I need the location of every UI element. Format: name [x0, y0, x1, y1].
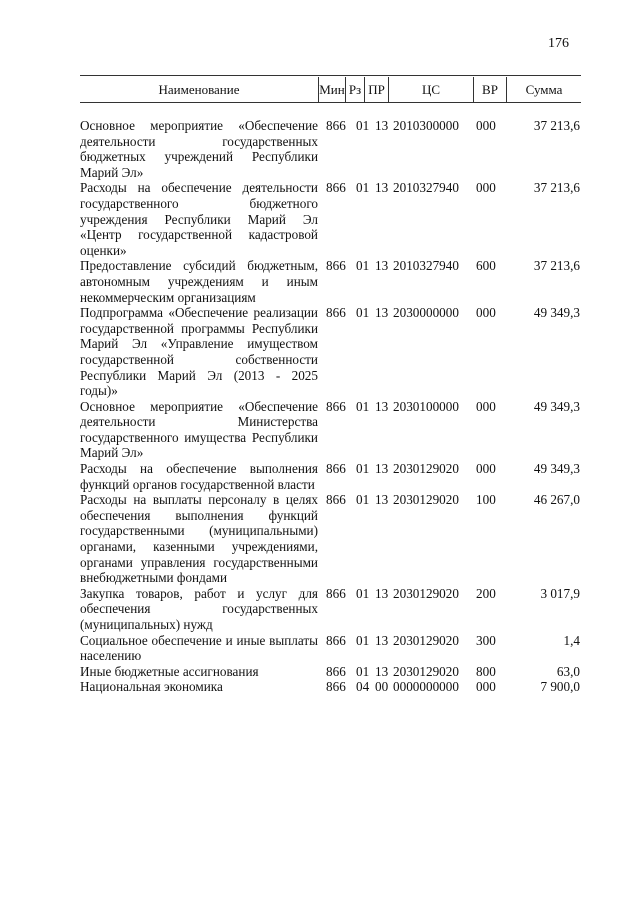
row-rz: 01 — [356, 492, 370, 508]
row-min: 866 — [326, 118, 346, 133]
row-cs: 2030100000 — [393, 398, 459, 414]
row-pr: 13 — [375, 461, 389, 477]
row-vr: 000 — [476, 398, 496, 414]
row-rz: 01 — [356, 398, 370, 414]
row-sum: 3 017,9 — [540, 585, 580, 601]
row-name: Национальная экономика — [80, 679, 223, 695]
row-cs: 2030000000 — [393, 305, 459, 321]
row-sum: 37 213,6 — [533, 118, 580, 133]
row-name: Расходы на обеспечение выполнения функций органов государственной власти — [80, 461, 318, 492]
row-rz: 01 — [356, 663, 370, 679]
row-sum: 49 349,3 — [533, 398, 580, 414]
row-cs: 2030129020 — [393, 663, 459, 679]
header-top-rule — [80, 75, 581, 76]
row-pr: 13 — [375, 180, 389, 196]
table-row — [80, 399, 581, 461]
row-sum: 1,4 — [563, 632, 580, 648]
row-sum: 46 267,0 — [533, 492, 580, 508]
row-name: Предоставление субсидий бюджетным, автономным учреждениям и иным некоммерческим организациям — [80, 258, 318, 305]
row-name: Иные бюджетные ассигнования — [80, 663, 259, 679]
row-vr: 000 — [476, 118, 496, 133]
row-rz: 01 — [356, 305, 370, 321]
row-cs: 2030129020 — [393, 492, 459, 508]
header-cs: ЦС — [388, 77, 473, 102]
row-cs: 2030129020 — [393, 632, 459, 648]
row-sum: 49 349,3 — [533, 461, 580, 477]
table-row — [80, 258, 581, 305]
table-header — [80, 77, 581, 103]
row-min: 866 — [326, 398, 346, 414]
table-row — [80, 492, 581, 586]
row-rz: 01 — [356, 585, 370, 601]
table-row — [80, 633, 581, 664]
header-min: Мин — [318, 77, 345, 102]
row-vr: 100 — [476, 492, 496, 508]
header-vr: ВР — [473, 77, 506, 102]
row-vr: 300 — [476, 632, 496, 648]
row-sum: 37 213,6 — [533, 180, 580, 196]
row-name: Основное мероприятие «Обеспечение деятельности государственных бюджетных учреждений Республики Марий Эл» — [80, 118, 318, 180]
table-row — [80, 180, 581, 258]
row-cs: 2030129020 — [393, 585, 459, 601]
row-min: 866 — [326, 632, 346, 648]
row-vr: 000 — [476, 679, 496, 695]
row-rz: 01 — [356, 118, 370, 133]
row-min: 866 — [326, 305, 346, 321]
row-pr: 00 — [375, 679, 389, 695]
row-vr: 000 — [476, 305, 496, 321]
row-pr: 13 — [375, 258, 389, 274]
row-rz: 01 — [356, 461, 370, 477]
table-row — [80, 679, 581, 695]
header-pr: ПР — [364, 77, 388, 102]
row-rz: 01 — [356, 632, 370, 648]
row-name: Основное мероприятие «Обеспечение деятельности Министерства государственного имущества Республики Марий Эл» — [80, 398, 318, 461]
row-pr: 13 — [375, 305, 389, 321]
table-row — [80, 305, 581, 399]
row-pr: 13 — [375, 118, 389, 133]
row-rz: 01 — [356, 258, 370, 274]
row-min: 866 — [326, 663, 346, 679]
header-sum: Сумма — [506, 77, 581, 102]
table-row — [80, 461, 581, 492]
row-min: 866 — [326, 461, 346, 477]
row-min: 866 — [326, 492, 346, 508]
row-name: Расходы на обеспечение деятельности государственного бюджетного учреждения Республики Марий Эл «Центр государственной кадастровой оценки» — [80, 180, 318, 258]
header-name: Наименование — [158, 82, 240, 97]
row-vr: 000 — [476, 461, 496, 477]
row-min: 866 — [326, 180, 346, 196]
row-cs: 2010327940 — [393, 180, 459, 196]
row-name: Расходы на выплаты персоналу в целях обеспечения выполнения функций государственными (муниципальными) органами, казенными учреждениями, органами управления государственными внебюджетными фондами — [80, 492, 318, 586]
row-vr: 200 — [476, 585, 496, 601]
row-pr: 13 — [375, 398, 389, 414]
row-name: Подпрограмма «Обеспечение реализации государственной программы Республики Марий Эл «Управление имуществом государственной собственности Республики Марий Эл (2013 - 2025 годы)» — [80, 305, 318, 399]
row-min: 866 — [326, 258, 346, 274]
header-rz: Рз — [345, 77, 364, 102]
row-pr: 13 — [375, 585, 389, 601]
row-cs: 0000000000 — [393, 679, 459, 695]
row-name: Социальное обеспечение и иные выплаты населению — [80, 632, 318, 664]
row-cs: 2030129020 — [393, 461, 459, 477]
row-cs: 2010300000 — [393, 118, 459, 133]
table-body — [80, 118, 581, 695]
table-row — [80, 586, 581, 633]
row-pr: 13 — [375, 632, 389, 648]
row-rz: 01 — [356, 180, 370, 196]
table-row — [80, 664, 581, 680]
row-sum: 63,0 — [556, 663, 580, 679]
row-vr: 000 — [476, 180, 496, 196]
row-sum: 7 900,0 — [540, 679, 580, 695]
row-rz: 04 — [356, 679, 370, 695]
row-min: 866 — [326, 679, 346, 695]
table-row — [80, 118, 581, 180]
page-number: 176 — [548, 36, 569, 51]
row-vr: 600 — [476, 258, 496, 274]
row-sum: 37 213,6 — [533, 258, 580, 274]
row-name: Закупка товаров, работ и услуг для обеспечения государственных (муниципальных) нужд — [80, 585, 318, 632]
row-pr: 13 — [375, 492, 389, 508]
row-cs: 2010327940 — [393, 258, 459, 274]
row-pr: 13 — [375, 663, 389, 679]
row-sum: 49 349,3 — [533, 305, 580, 321]
row-min: 866 — [326, 585, 346, 601]
row-vr: 800 — [476, 663, 496, 679]
